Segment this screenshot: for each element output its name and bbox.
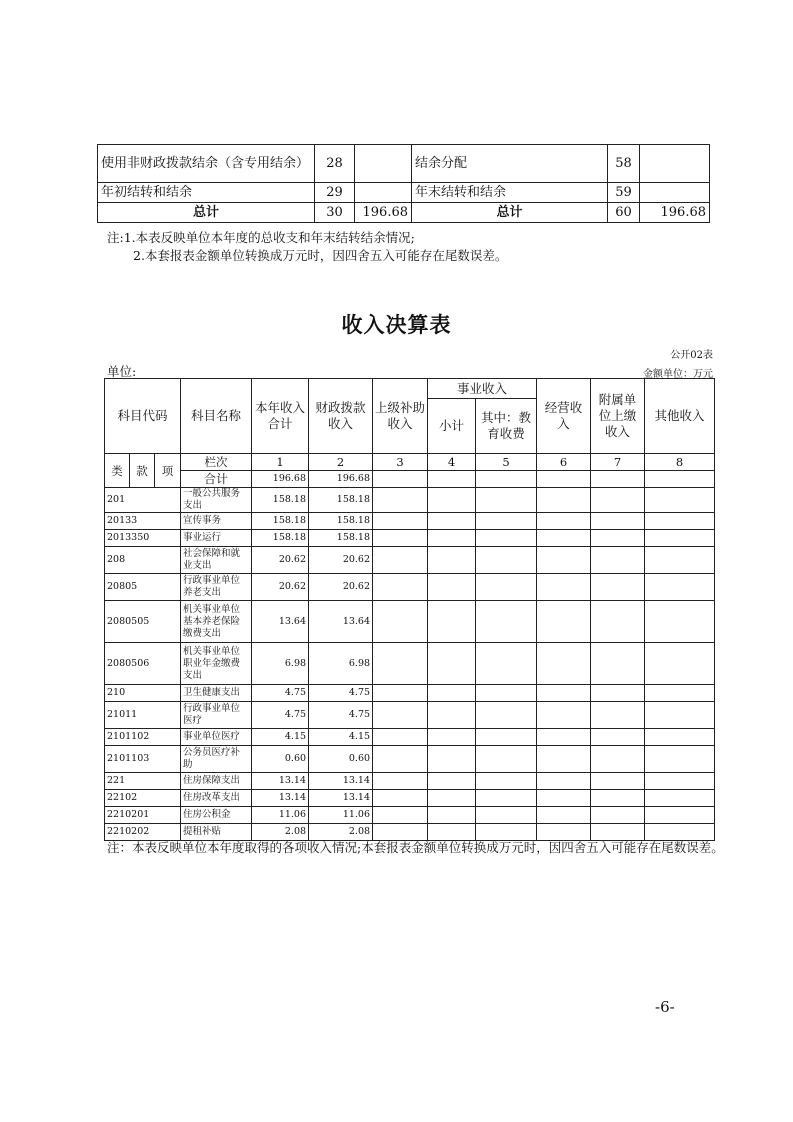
empty-cell xyxy=(476,574,537,601)
empty-cell xyxy=(428,601,476,643)
income-rows xyxy=(105,488,715,841)
empty-cell xyxy=(645,601,715,643)
table-row xyxy=(105,729,715,746)
empty-cell xyxy=(591,702,645,729)
subject-name-cell: 住房公积金 xyxy=(181,807,252,824)
fiscal-cell: 2.08 xyxy=(309,824,373,841)
operating-income-header: 经营收入 xyxy=(537,379,591,454)
empty-cell xyxy=(591,746,645,773)
subject-name-cell: 机关事业单位基本养老保险缴费支出 xyxy=(181,601,252,643)
empty-cell xyxy=(428,471,476,488)
empty-cell xyxy=(645,530,715,547)
xiang-header: 项 xyxy=(155,454,181,488)
fiscal-header: 财政拨款收入 xyxy=(309,379,373,454)
affiliated-income-header: 附属单位上缴收入 xyxy=(591,379,645,454)
table-row xyxy=(105,574,715,601)
total-income-cell: 158.18 xyxy=(252,513,309,530)
superior-subsidy-header: 上级补助收入 xyxy=(373,379,428,454)
total-income-cell: 158.18 xyxy=(252,530,309,547)
empty-cell xyxy=(373,729,428,746)
empty-cell xyxy=(373,513,428,530)
subject-code-cell: 221 xyxy=(105,773,181,790)
empty-cell xyxy=(591,729,645,746)
empty-cell xyxy=(591,685,645,702)
right-amount xyxy=(640,145,710,183)
table-row xyxy=(105,488,715,513)
empty-cell xyxy=(373,685,428,702)
col-number: 1 xyxy=(252,454,309,471)
left-amount xyxy=(355,145,412,183)
subject-name-cell: 社会保障和就业支出 xyxy=(181,547,252,574)
right-label: 结余分配 xyxy=(412,145,608,183)
empty-cell xyxy=(428,530,476,547)
fiscal-cell: 4.75 xyxy=(309,685,373,702)
empty-cell xyxy=(537,513,591,530)
empty-cell xyxy=(537,643,591,685)
empty-cell xyxy=(428,773,476,790)
total-income-cell: 2.08 xyxy=(252,824,309,841)
empty-cell xyxy=(373,790,428,807)
empty-cell xyxy=(373,643,428,685)
empty-cell xyxy=(428,547,476,574)
subject-code-cell: 20133 xyxy=(105,513,181,530)
empty-cell xyxy=(537,702,591,729)
empty-cell xyxy=(428,746,476,773)
empty-cell xyxy=(428,702,476,729)
empty-cell xyxy=(645,702,715,729)
subject-code-cell: 2080506 xyxy=(105,643,181,685)
subject-code-cell: 2101103 xyxy=(105,746,181,773)
empty-cell xyxy=(476,807,537,824)
income-table xyxy=(104,378,715,841)
empty-cell xyxy=(476,790,537,807)
subject-code-cell: 2013350 xyxy=(105,530,181,547)
total-income-cell: 4.15 xyxy=(252,729,309,746)
table-row xyxy=(105,601,715,643)
right-no: 59 xyxy=(608,183,640,203)
subject-name-cell: 住房保障支出 xyxy=(181,773,252,790)
empty-cell xyxy=(373,530,428,547)
empty-cell xyxy=(476,488,537,513)
bottom-note: 注：本表反映单位本年度取得的各项收入情况;本套报表金额单位转换成万元时，因四舍五入可能存在尾数误差。 xyxy=(107,840,724,855)
subject-name-header: 科目名称 xyxy=(181,379,252,454)
table-row xyxy=(98,183,710,203)
empty-cell xyxy=(476,547,537,574)
table-row xyxy=(105,773,715,790)
note-line-1: 注:1.本表反映单位本年度的总收支和年末结转结余情况; xyxy=(107,230,415,245)
table-row xyxy=(105,746,715,773)
empty-cell xyxy=(428,488,476,513)
business-income-header: 事业收入 xyxy=(428,379,537,399)
total-row xyxy=(98,203,710,223)
empty-cell xyxy=(537,746,591,773)
table-row xyxy=(105,643,715,685)
empty-cell xyxy=(645,574,715,601)
empty-cell xyxy=(537,790,591,807)
col-number: 4 xyxy=(428,454,476,471)
empty-cell xyxy=(373,773,428,790)
total-income-cell: 196.68 xyxy=(252,471,309,488)
other-income-header: 其他收入 xyxy=(645,379,715,454)
col-number: 6 xyxy=(537,454,591,471)
fiscal-cell: 6.98 xyxy=(309,643,373,685)
page-number: -6- xyxy=(655,998,675,1016)
empty-cell xyxy=(645,685,715,702)
subtotal-header: 小计 xyxy=(428,399,476,454)
empty-cell xyxy=(537,807,591,824)
kuan-header: 款 xyxy=(130,454,155,488)
empty-cell xyxy=(476,530,537,547)
money-unit: 金额单位：万元 xyxy=(643,369,713,380)
subject-code-cell: 21011 xyxy=(105,702,181,729)
subject-name-cell: 住房改革支出 xyxy=(181,790,252,807)
subject-code-cell: 2210202 xyxy=(105,824,181,841)
empty-cell xyxy=(591,530,645,547)
empty-cell xyxy=(476,643,537,685)
unit-label: 单位: xyxy=(107,364,137,379)
fiscal-cell: 158.18 xyxy=(309,488,373,513)
empty-cell xyxy=(476,729,537,746)
left-no: 30 xyxy=(315,203,355,223)
empty-cell xyxy=(645,729,715,746)
total-income-cell: 4.75 xyxy=(252,685,309,702)
lei-header: 类 xyxy=(105,454,130,488)
summary-table xyxy=(97,144,710,223)
empty-cell xyxy=(476,685,537,702)
fiscal-cell: 158.18 xyxy=(309,513,373,530)
empty-cell xyxy=(537,601,591,643)
right-total-label: 总计 xyxy=(412,203,608,223)
subject-name-cell: 公务员医疗补助 xyxy=(181,746,252,773)
subject-code-cell: 22102 xyxy=(105,790,181,807)
total-income-cell: 158.18 xyxy=(252,488,309,513)
empty-cell xyxy=(591,601,645,643)
empty-cell xyxy=(537,530,591,547)
subject-name-cell: 卫生健康支出 xyxy=(181,685,252,702)
subject-name-cell: 机关事业单位职业年金缴费支出 xyxy=(181,643,252,685)
fiscal-cell: 4.15 xyxy=(309,729,373,746)
empty-cell xyxy=(428,685,476,702)
col-number: 5 xyxy=(476,454,537,471)
empty-cell xyxy=(591,574,645,601)
empty-cell xyxy=(373,488,428,513)
table-row xyxy=(105,790,715,807)
empty-cell xyxy=(591,513,645,530)
right-label: 年末结转和结余 xyxy=(412,183,608,203)
table-row xyxy=(105,547,715,574)
empty-cell xyxy=(428,729,476,746)
page-title: 收入决算表 xyxy=(341,313,452,337)
total-income-cell: 20.62 xyxy=(252,574,309,601)
empty-cell xyxy=(537,471,591,488)
empty-cell xyxy=(591,547,645,574)
subject-code-header: 科目代码 xyxy=(105,379,181,454)
empty-cell xyxy=(645,807,715,824)
empty-cell xyxy=(537,729,591,746)
col-number: 8 xyxy=(645,454,715,471)
fiscal-cell: 0.60 xyxy=(309,746,373,773)
empty-cell xyxy=(591,807,645,824)
note-line-2: 2.本套报表金额单位转换成万元时，因四舍五入可能存在尾数误差。 xyxy=(133,248,508,263)
empty-cell xyxy=(645,513,715,530)
subject-code-cell: 210 xyxy=(105,685,181,702)
fiscal-cell: 13.14 xyxy=(309,790,373,807)
empty-cell xyxy=(591,643,645,685)
empty-cell xyxy=(476,471,537,488)
subject-name-cell: 一般公共服务支出 xyxy=(181,488,252,513)
subject-name-cell: 事业单位医疗 xyxy=(181,729,252,746)
empty-cell xyxy=(645,488,715,513)
empty-cell xyxy=(645,547,715,574)
right-amount xyxy=(640,183,710,203)
empty-cell xyxy=(537,488,591,513)
left-total-label: 总计 xyxy=(98,203,315,223)
total-income-cell: 13.64 xyxy=(252,601,309,643)
empty-cell xyxy=(428,643,476,685)
subject-code-cell: 20805 xyxy=(105,574,181,601)
empty-cell xyxy=(428,807,476,824)
empty-cell xyxy=(537,547,591,574)
subject-code-cell: 2080505 xyxy=(105,601,181,643)
empty-cell xyxy=(476,702,537,729)
table-row xyxy=(105,807,715,824)
total-income-cell: 20.62 xyxy=(252,547,309,574)
empty-cell xyxy=(373,471,428,488)
fiscal-cell: 13.14 xyxy=(309,773,373,790)
total-income-cell: 0.60 xyxy=(252,746,309,773)
left-label: 使用非财政拨款结余（含专用结余） xyxy=(98,145,315,183)
subject-name-cell: 行政事业单位养老支出 xyxy=(181,574,252,601)
empty-cell xyxy=(373,746,428,773)
empty-cell xyxy=(591,471,645,488)
empty-cell xyxy=(645,643,715,685)
subject-code-cell: 208 xyxy=(105,547,181,574)
left-no: 29 xyxy=(315,183,355,203)
fiscal-cell: 158.18 xyxy=(309,530,373,547)
empty-cell xyxy=(645,746,715,773)
col-number: 2 xyxy=(309,454,373,471)
total-row-label: 合计 xyxy=(181,471,252,488)
total-income-cell: 6.98 xyxy=(252,643,309,685)
empty-cell xyxy=(476,746,537,773)
subject-name-cell: 宣传事务 xyxy=(181,513,252,530)
column-no-header: 栏次 xyxy=(181,454,252,471)
subject-code-cell: 2210201 xyxy=(105,807,181,824)
subject-code-cell: 201 xyxy=(105,488,181,513)
table-row xyxy=(98,145,710,183)
table-row xyxy=(105,530,715,547)
empty-cell xyxy=(645,773,715,790)
total-income-cell: 4.75 xyxy=(252,702,309,729)
empty-cell xyxy=(645,790,715,807)
table-row xyxy=(105,513,715,530)
fiscal-cell: 20.62 xyxy=(309,574,373,601)
total-income-cell: 13.14 xyxy=(252,790,309,807)
empty-cell xyxy=(591,790,645,807)
empty-cell xyxy=(428,513,476,530)
empty-cell xyxy=(645,471,715,488)
left-amount: 196.68 xyxy=(355,203,412,223)
empty-cell xyxy=(373,601,428,643)
empty-cell xyxy=(537,574,591,601)
empty-cell xyxy=(476,513,537,530)
col-number: 3 xyxy=(373,454,428,471)
fiscal-cell: 13.64 xyxy=(309,601,373,643)
education-fee-header: 其中：教育收费 xyxy=(476,399,537,454)
empty-cell xyxy=(373,574,428,601)
left-label: 年初结转和结余 xyxy=(98,183,315,203)
fiscal-cell: 4.75 xyxy=(309,702,373,729)
total-income-cell: 13.14 xyxy=(252,773,309,790)
left-no: 28 xyxy=(315,145,355,183)
right-no: 60 xyxy=(608,203,640,223)
col-number: 7 xyxy=(591,454,645,471)
left-amount xyxy=(355,183,412,203)
empty-cell xyxy=(373,807,428,824)
empty-cell xyxy=(591,488,645,513)
fiscal-cell: 11.06 xyxy=(309,807,373,824)
subject-name-cell: 事业运行 xyxy=(181,530,252,547)
fiscal-cell: 20.62 xyxy=(309,547,373,574)
table-row xyxy=(105,685,715,702)
right-amount: 196.68 xyxy=(640,203,710,223)
total-income-header: 本年收入合计 xyxy=(252,379,309,454)
empty-cell xyxy=(537,773,591,790)
empty-cell xyxy=(373,702,428,729)
empty-cell xyxy=(537,685,591,702)
empty-cell xyxy=(476,601,537,643)
total-income-cell: 11.06 xyxy=(252,807,309,824)
empty-cell xyxy=(373,547,428,574)
subject-code-cell: 2101102 xyxy=(105,729,181,746)
empty-cell xyxy=(428,790,476,807)
table-row xyxy=(105,702,715,729)
empty-cell xyxy=(476,773,537,790)
empty-cell xyxy=(591,773,645,790)
subject-name-cell: 提租补贴 xyxy=(181,824,252,841)
empty-cell xyxy=(428,574,476,601)
table-code: 公开02表 xyxy=(670,350,713,361)
right-no: 58 xyxy=(608,145,640,183)
fiscal-cell: 196.68 xyxy=(309,471,373,488)
subject-name-cell: 行政事业单位医疗 xyxy=(181,702,252,729)
